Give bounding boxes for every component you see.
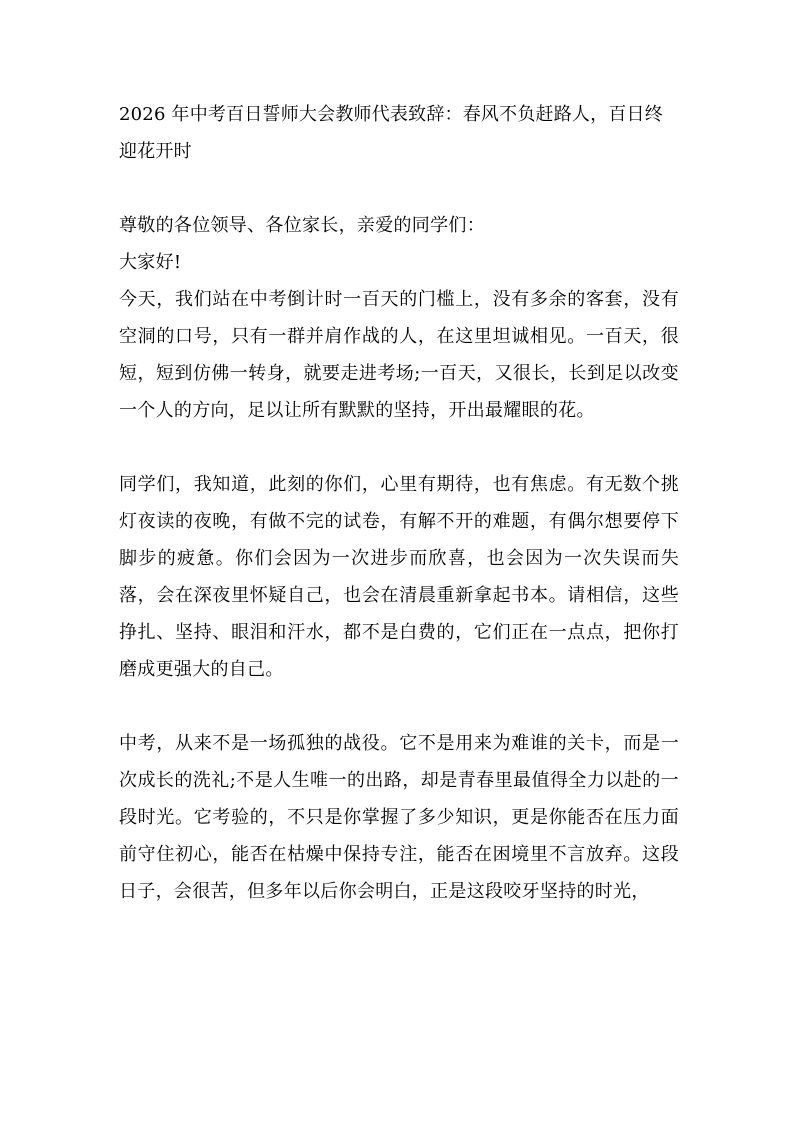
paragraph-1: 今天，我们站在中考倒计时一百天的门槛上，没有多余的客套，没有空洞的口号，只有一群并肩作战的人，在这里坦诚相见。一百天，很短，短到仿佛一转身，就要走进考场;一百天，又很长，长到足以改变一个人的方向，足以让所有默默的坚持，开出最耀眼的花。 xyxy=(119,289,679,421)
salutation: 尊敬的各位领导、各位家长，亲爱的同学们： xyxy=(119,215,485,236)
greeting: 大家好! xyxy=(119,252,182,273)
paragraph-2: 同学们，我知道，此刻的你们，心里有期待，也有焦虑。有无数个挑灯夜读的夜晚，有做不完的试卷，有解不开的难题，有偶尔想要停下脚步的疲惫。你们会因为一次进步而欣喜，也会因为一次失误而失落，会在深夜里怀疑自己，也会在清晨重新拿起书本。请相信，这些挣扎、坚持、眼泪和汗水，都不是白费的，它们正在一点点，把你打磨成更强大的自己。 xyxy=(119,474,679,680)
paragraph-3: 中考，从来不是一场孤独的战役。它不是用来为难谁的关卡，而是一次成长的洗礼;不是人生唯一的出路，却是青春里最值得全力以赴的一段时光。它考验的，不只是你掌握了多少知识，更是你能否在压力面前守住初心，能否在枯燥中保持专注，能否在困境里不言放弃。这段日子，会很苦，但多年以后你会明白，正是这段咬牙坚持的时光， xyxy=(119,733,679,902)
document-body xyxy=(119,96,679,910)
document-title: 2026 年中考百日誓师大会教师代表致辞：春风不负赶路人，百日终迎花开时 xyxy=(119,104,663,162)
spacer xyxy=(119,429,679,466)
spacer xyxy=(119,688,679,725)
spacer xyxy=(119,170,679,207)
